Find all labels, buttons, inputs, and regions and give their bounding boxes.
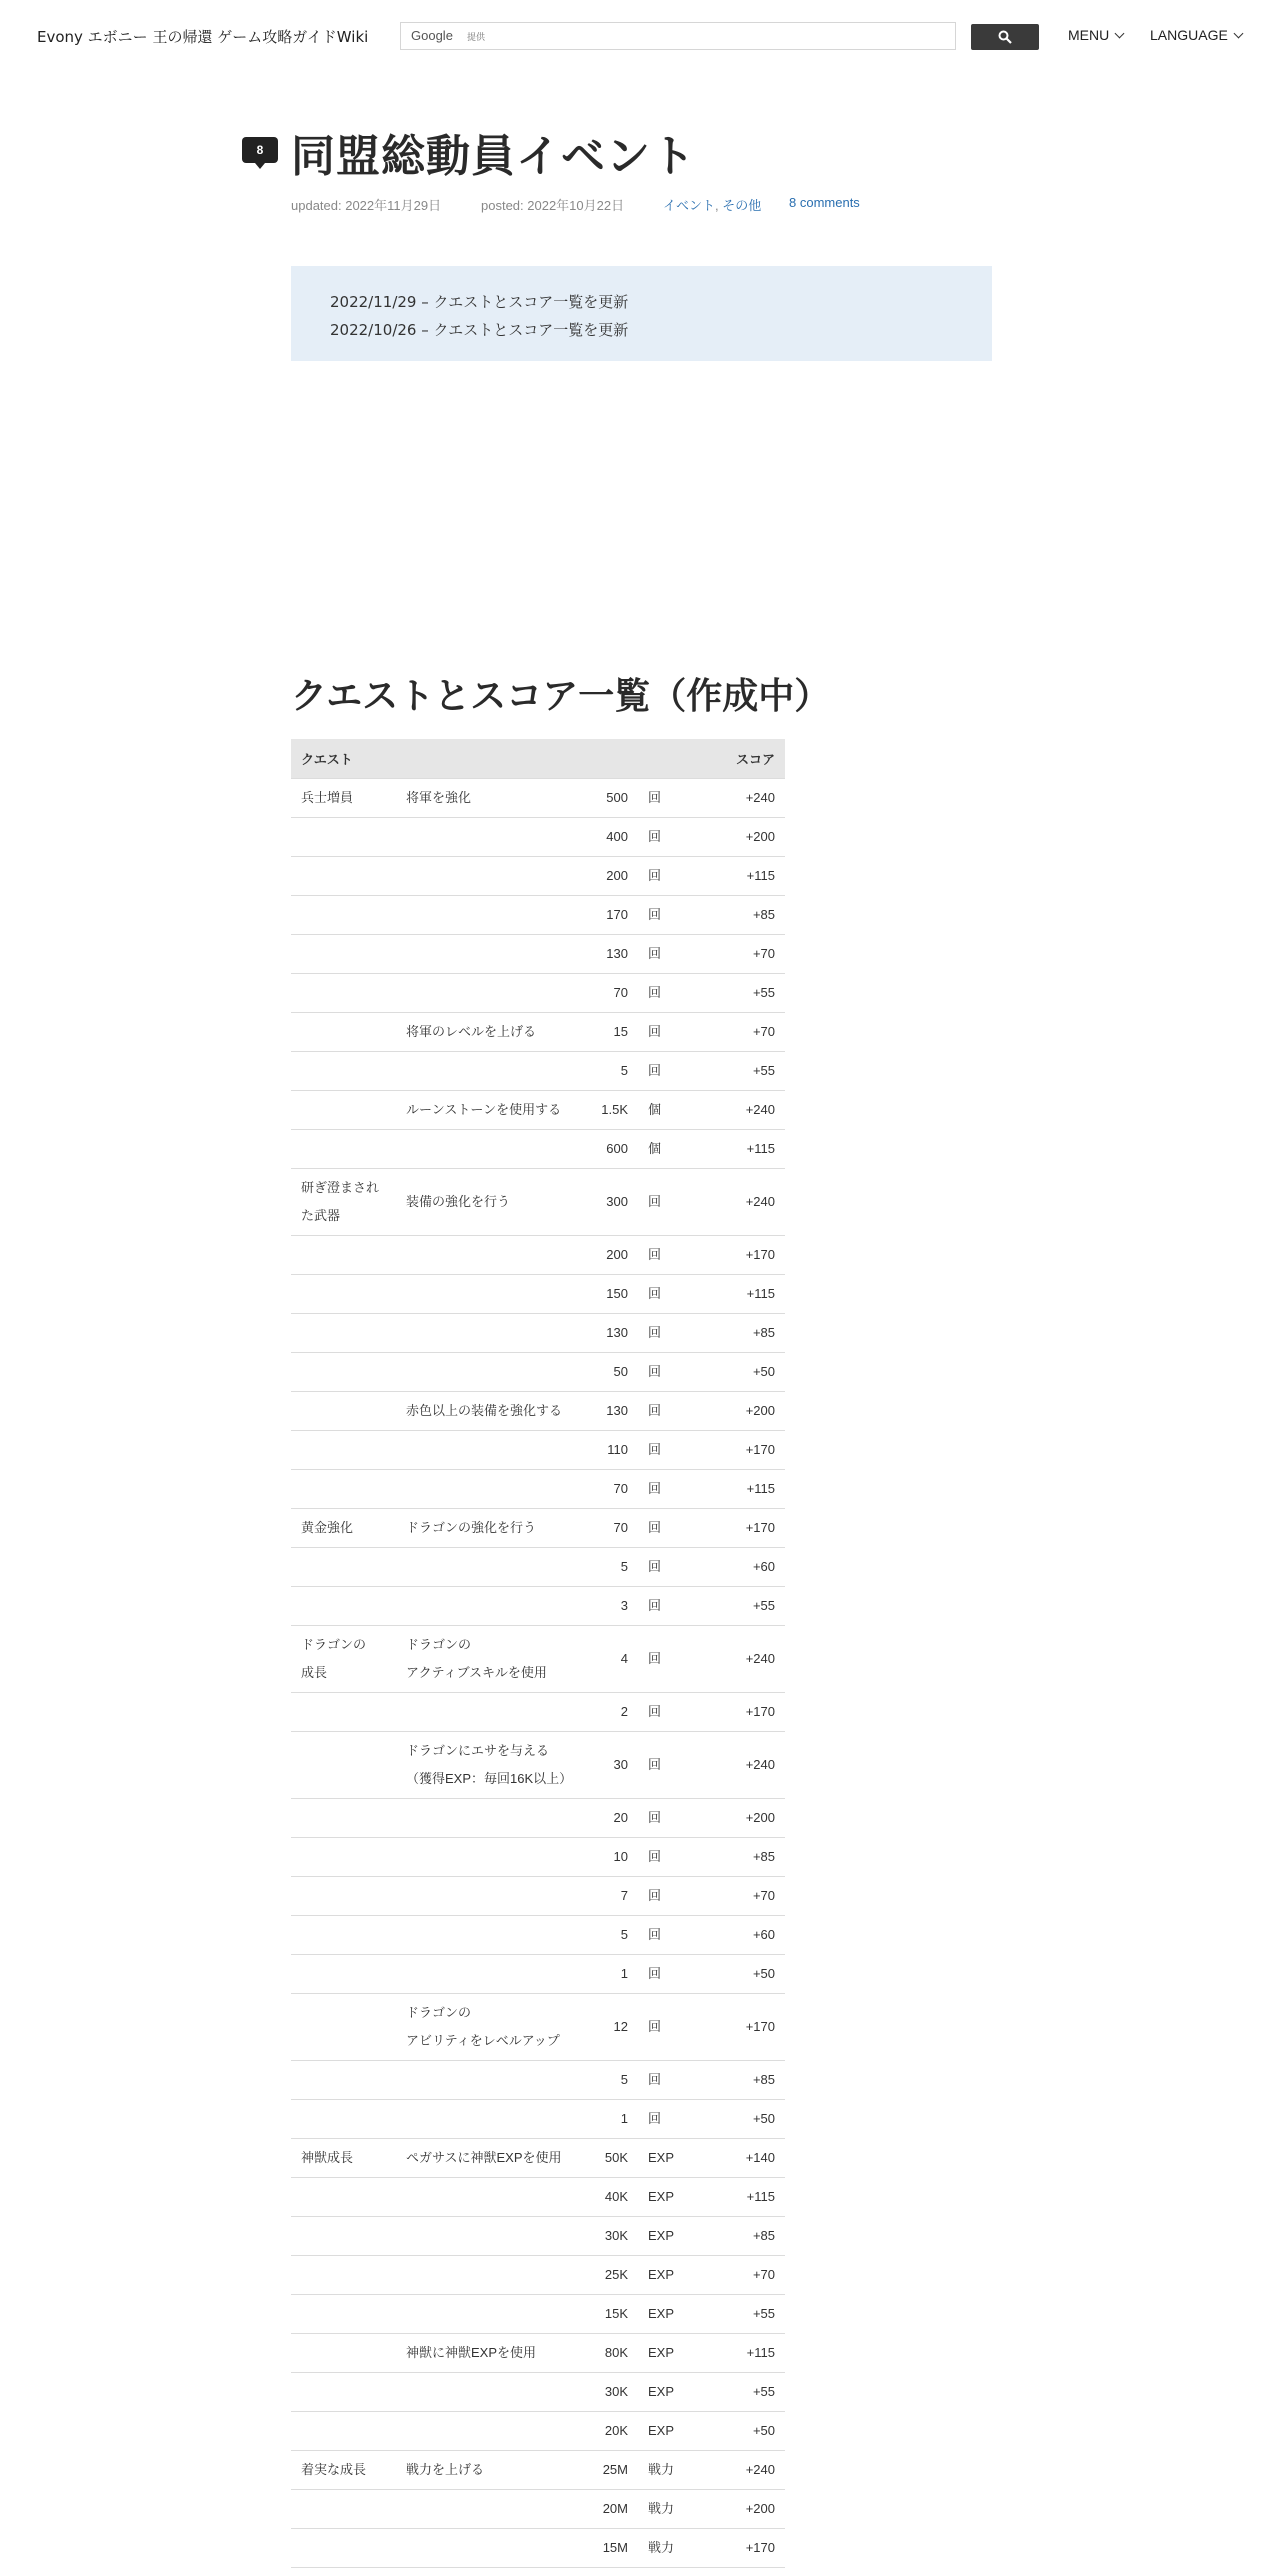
quest-category-cell <box>291 1548 396 1587</box>
quest-task-cell <box>396 2295 586 2334</box>
quest-category-cell <box>291 818 396 857</box>
quest-category-cell <box>291 1838 396 1877</box>
quest-unit-cell: 回 <box>636 1470 701 1509</box>
table-row <box>291 2529 785 2568</box>
table-row <box>291 2100 785 2139</box>
table-row <box>291 2178 785 2217</box>
chevron-down-icon <box>1233 29 1243 39</box>
quest-score-table <box>291 739 785 2568</box>
quest-task-cell <box>396 1693 586 1732</box>
table-row <box>291 1693 785 1732</box>
quest-category-cell: 研ぎ澄まされ た武器 <box>291 1169 396 1236</box>
quest-count-cell: 30 <box>586 1732 636 1799</box>
quest-category-cell <box>291 974 396 1013</box>
column-header-quest: クエスト <box>291 739 701 779</box>
quest-task-cell <box>396 818 586 857</box>
quest-task-cell <box>396 1275 586 1314</box>
quest-unit-cell: 回 <box>636 974 701 1013</box>
posted-date: posted: 2022年10月22日 <box>481 198 625 213</box>
quest-count-cell: 130 <box>586 1314 636 1353</box>
quest-category-cell <box>291 2100 396 2139</box>
quest-count-cell: 50 <box>586 1353 636 1392</box>
table-row <box>291 1877 785 1916</box>
quest-count-cell: 300 <box>586 1169 636 1236</box>
page-title: 同盟総動員イベント <box>291 131 696 182</box>
quest-category-cell: 神獣成長 <box>291 2139 396 2178</box>
quest-unit-cell: 戦力 <box>636 2529 701 2568</box>
quest-unit-cell: EXP <box>636 2178 701 2217</box>
quest-unit-cell: 回 <box>636 1838 701 1877</box>
quest-unit-cell: 回 <box>636 818 701 857</box>
quest-count-cell: 1 <box>586 1955 636 1994</box>
table-row <box>291 1275 785 1314</box>
notice-line: 2022/10/26 – クエストとスコア一覧を更新 <box>330 321 629 339</box>
quest-score-cell: +115 <box>701 1130 785 1169</box>
quest-count-cell: 40K <box>586 2178 636 2217</box>
quest-category-cell: ドラゴンの 成長 <box>291 1626 396 1693</box>
menu-button[interactable] <box>1068 27 1123 43</box>
table-row <box>291 2217 785 2256</box>
quest-unit-cell: EXP <box>636 2334 701 2373</box>
quest-category-cell <box>291 2217 396 2256</box>
table-header-row <box>291 739 785 779</box>
quest-category-cell <box>291 935 396 974</box>
table-row <box>291 1470 785 1509</box>
quest-task-cell <box>396 2256 586 2295</box>
quest-score-cell: +240 <box>701 2451 785 2490</box>
quest-category-cell <box>291 2490 396 2529</box>
table-row <box>291 2295 785 2334</box>
quest-task-cell <box>396 974 586 1013</box>
quest-count-cell: 70 <box>586 1509 636 1548</box>
quest-category-cell <box>291 1091 396 1130</box>
table-row <box>291 1955 785 1994</box>
quest-score-cell: +70 <box>701 1013 785 1052</box>
quest-task-cell <box>396 1314 586 1353</box>
quest-category-cell <box>291 1955 396 1994</box>
quest-unit-cell: EXP <box>636 2217 701 2256</box>
quest-unit-cell: EXP <box>636 2139 701 2178</box>
quest-category-cell <box>291 896 396 935</box>
quest-task-cell <box>396 1838 586 1877</box>
quest-count-cell: 70 <box>586 1470 636 1509</box>
quest-score-cell: +60 <box>701 1548 785 1587</box>
quest-score-cell: +85 <box>701 1314 785 1353</box>
quest-score-cell: +240 <box>701 1626 785 1693</box>
quest-category-cell <box>291 2256 396 2295</box>
table-row <box>291 857 785 896</box>
quest-category-cell <box>291 1916 396 1955</box>
quest-score-cell: +200 <box>701 2490 785 2529</box>
quest-unit-cell: 回 <box>636 1353 701 1392</box>
quest-task-cell <box>396 1431 586 1470</box>
quest-score-cell: +115 <box>701 2178 785 2217</box>
quest-task-cell: ドラゴンの強化を行う <box>396 1509 586 1548</box>
quest-category-cell <box>291 1314 396 1353</box>
quest-count-cell: 10 <box>586 1838 636 1877</box>
category-separator: , <box>715 198 719 213</box>
quest-category-cell <box>291 2373 396 2412</box>
quest-score-cell: +170 <box>701 1236 785 1275</box>
quest-unit-cell: 回 <box>636 1799 701 1838</box>
quest-task-cell <box>396 1877 586 1916</box>
quest-unit-cell: 回 <box>636 1509 701 1548</box>
quest-task-cell <box>396 1916 586 1955</box>
quest-count-cell: 200 <box>586 857 636 896</box>
table-row <box>291 2061 785 2100</box>
quest-unit-cell: 個 <box>636 1091 701 1130</box>
table-row <box>291 1626 785 1693</box>
table-row <box>291 1548 785 1587</box>
quest-count-cell: 5 <box>586 2061 636 2100</box>
quest-count-cell: 30K <box>586 2373 636 2412</box>
updated-date: updated: 2022年11月29日 <box>291 198 442 213</box>
column-header-score: スコア <box>701 739 785 779</box>
quest-count-cell: 7 <box>586 1877 636 1916</box>
google-logo: Google <box>411 28 453 43</box>
section-title: クエストとスコア一覧（作成中） <box>291 676 831 717</box>
quest-task-cell <box>396 2178 586 2217</box>
quest-task-cell <box>396 2412 586 2451</box>
quest-score-cell: +55 <box>701 974 785 1013</box>
quest-count-cell: 3 <box>586 1587 636 1626</box>
quest-unit-cell: 回 <box>636 1693 701 1732</box>
quest-category-cell <box>291 1013 396 1052</box>
quest-unit-cell: 回 <box>636 1392 701 1431</box>
quest-count-cell: 15K <box>586 2295 636 2334</box>
quest-unit-cell: 回 <box>636 935 701 974</box>
language-label: LANGUAGE <box>1150 27 1228 43</box>
quest-unit-cell: 回 <box>636 779 701 818</box>
comments-link[interactable]: 8 comments <box>789 195 860 210</box>
quest-count-cell: 15M <box>586 2529 636 2568</box>
quest-count-cell: 70 <box>586 974 636 1013</box>
quest-task-cell: ドラゴンにエサを与える （獲得EXP：毎回16K以上） <box>396 1732 586 1799</box>
quest-count-cell: 1.5K <box>586 1091 636 1130</box>
quest-task-cell <box>396 2217 586 2256</box>
quest-unit-cell: 回 <box>636 1431 701 1470</box>
quest-category-cell <box>291 2295 396 2334</box>
quest-task-cell <box>396 2490 586 2529</box>
menu-label: MENU <box>1068 27 1110 43</box>
language-button[interactable] <box>1150 27 1242 43</box>
search-placeholder: 提供 <box>467 33 486 43</box>
quest-unit-cell: EXP <box>636 2412 701 2451</box>
table-row <box>291 1236 785 1275</box>
quest-category-cell <box>291 1431 396 1470</box>
quest-score-cell: +240 <box>701 1091 785 1130</box>
quest-count-cell: 20K <box>586 2412 636 2451</box>
table-row <box>291 1091 785 1130</box>
site-header <box>0 0 1284 72</box>
quest-task-cell: 神獣に神獣EXPを使用 <box>396 2334 586 2373</box>
quest-score-cell: +170 <box>701 1994 785 2061</box>
table-row <box>291 2490 785 2529</box>
table-row <box>291 896 785 935</box>
quest-task-cell <box>396 1130 586 1169</box>
table-row <box>291 974 785 1013</box>
quest-score-cell: +200 <box>701 1799 785 1838</box>
quest-category-cell <box>291 857 396 896</box>
quest-count-cell: 15 <box>586 1013 636 1052</box>
quest-task-cell <box>396 1353 586 1392</box>
table-row <box>291 1431 785 1470</box>
update-notice <box>291 266 992 361</box>
quest-unit-cell: 回 <box>636 857 701 896</box>
quest-task-cell <box>396 1470 586 1509</box>
search-icon <box>998 30 1012 44</box>
quest-category-cell <box>291 1052 396 1091</box>
quest-score-cell: +55 <box>701 1052 785 1091</box>
quest-score-cell: +240 <box>701 1169 785 1236</box>
quest-score-cell: +70 <box>701 1877 785 1916</box>
table-row <box>291 1732 785 1799</box>
quest-category-cell <box>291 1392 396 1431</box>
table-row <box>291 1838 785 1877</box>
quest-task-cell: ドラゴンの アビリティをレベルアップ <box>396 1994 586 2061</box>
quest-task-cell <box>396 935 586 974</box>
quest-task-cell: ルーンストーンを使用する <box>396 1091 586 1130</box>
table-row <box>291 1013 785 1052</box>
quest-category-cell <box>291 1236 396 1275</box>
table-row <box>291 2451 785 2490</box>
category-link-event[interactable]: イベント <box>663 198 716 213</box>
quest-count-cell: 500 <box>586 779 636 818</box>
quest-count-cell: 20 <box>586 1799 636 1838</box>
quest-unit-cell: 回 <box>636 2100 701 2139</box>
quest-task-cell: 将軍のレベルを上げる <box>396 1013 586 1052</box>
table-row <box>291 1052 785 1091</box>
quest-score-cell: +70 <box>701 935 785 974</box>
quest-unit-cell: EXP <box>636 2256 701 2295</box>
quest-score-cell: +170 <box>701 1693 785 1732</box>
quest-count-cell: 30K <box>586 2217 636 2256</box>
quest-score-cell: +200 <box>701 818 785 857</box>
quest-category-cell <box>291 1587 396 1626</box>
quest-category-cell <box>291 2334 396 2373</box>
quest-count-cell: 110 <box>586 1431 636 1470</box>
quest-category-cell <box>291 1353 396 1392</box>
quest-category-cell <box>291 2178 396 2217</box>
table-row <box>291 1314 785 1353</box>
quest-category-cell <box>291 1799 396 1838</box>
quest-unit-cell: 回 <box>636 1314 701 1353</box>
quest-score-cell: +70 <box>701 2256 785 2295</box>
quest-task-cell <box>396 1799 586 1838</box>
search-input[interactable] <box>400 22 956 50</box>
quest-score-cell: +50 <box>701 2100 785 2139</box>
quest-task-cell: 装備の強化を行う <box>396 1169 586 1236</box>
table-row <box>291 779 785 818</box>
quest-category-cell <box>291 2061 396 2100</box>
quest-task-cell: 赤色以上の装備を強化する <box>396 1392 586 1431</box>
notice-line: 2022/11/29 – クエストとスコア一覧を更新 <box>330 293 629 311</box>
quest-count-cell: 25M <box>586 2451 636 2490</box>
quest-count-cell: 600 <box>586 1130 636 1169</box>
quest-task-cell <box>396 2529 586 2568</box>
quest-category-cell <box>291 1732 396 1799</box>
quest-score-cell: +50 <box>701 1955 785 1994</box>
quest-count-cell: 5 <box>586 1052 636 1091</box>
quest-category-cell <box>291 1130 396 1169</box>
quest-unit-cell: 回 <box>636 1236 701 1275</box>
table-row <box>291 1799 785 1838</box>
quest-count-cell: 5 <box>586 1548 636 1587</box>
quest-count-cell: 5 <box>586 1916 636 1955</box>
quest-count-cell: 1 <box>586 2100 636 2139</box>
quest-category-cell <box>291 1275 396 1314</box>
quest-count-cell: 20M <box>586 2490 636 2529</box>
quest-count-cell: 4 <box>586 1626 636 1693</box>
quest-unit-cell: 回 <box>636 1275 701 1314</box>
table-row <box>291 1130 785 1169</box>
quest-unit-cell: 戦力 <box>636 2490 701 2529</box>
quest-score-cell: +50 <box>701 1353 785 1392</box>
quest-unit-cell: 回 <box>636 1877 701 1916</box>
quest-score-cell: +85 <box>701 2061 785 2100</box>
quest-count-cell: 130 <box>586 935 636 974</box>
quest-task-cell <box>396 2373 586 2412</box>
comment-count-badge[interactable]: 8 <box>242 137 278 163</box>
quest-unit-cell: 回 <box>636 2061 701 2100</box>
quest-count-cell: 50K <box>586 2139 636 2178</box>
quest-unit-cell: 回 <box>636 896 701 935</box>
quest-category-cell <box>291 1470 396 1509</box>
category-link-other[interactable]: その他 <box>722 198 762 213</box>
quest-score-cell: +55 <box>701 1587 785 1626</box>
quest-score-cell: +170 <box>701 1431 785 1470</box>
quest-task-cell: 戦力を上げる <box>396 2451 586 2490</box>
quest-score-cell: +240 <box>701 1732 785 1799</box>
quest-task-cell <box>396 1052 586 1091</box>
table-row <box>291 818 785 857</box>
quest-unit-cell: 回 <box>636 1013 701 1052</box>
quest-score-cell: +85 <box>701 2217 785 2256</box>
table-row <box>291 1509 785 1548</box>
quest-count-cell: 12 <box>586 1994 636 2061</box>
table-row <box>291 2373 785 2412</box>
quest-score-cell: +85 <box>701 1838 785 1877</box>
quest-score-cell: +140 <box>701 2139 785 2178</box>
quest-task-cell: ペガサスに神獣EXPを使用 <box>396 2139 586 2178</box>
quest-count-cell: 25K <box>586 2256 636 2295</box>
quest-count-cell: 170 <box>586 896 636 935</box>
quest-unit-cell: 個 <box>636 1130 701 1169</box>
quest-category-cell: 着実な成長 <box>291 2451 396 2490</box>
quest-score-cell: +55 <box>701 2373 785 2412</box>
table-row <box>291 2139 785 2178</box>
table-body <box>291 779 785 2568</box>
chevron-down-icon <box>1115 29 1125 39</box>
quest-score-cell: +60 <box>701 1916 785 1955</box>
table-row <box>291 1353 785 1392</box>
quest-count-cell: 2 <box>586 1693 636 1732</box>
quest-count-cell: 400 <box>586 818 636 857</box>
quest-category-cell: 黄金強化 <box>291 1509 396 1548</box>
quest-unit-cell: 回 <box>636 1994 701 2061</box>
quest-score-cell: +50 <box>701 2412 785 2451</box>
quest-score-cell: +55 <box>701 2295 785 2334</box>
quest-unit-cell: 回 <box>636 1052 701 1091</box>
table-row <box>291 1392 785 1431</box>
quest-score-cell: +170 <box>701 1509 785 1548</box>
quest-count-cell: 200 <box>586 1236 636 1275</box>
quest-unit-cell: 回 <box>636 1732 701 1799</box>
quest-category-cell <box>291 2529 396 2568</box>
quest-category-cell <box>291 1693 396 1732</box>
table-row <box>291 2334 785 2373</box>
table-row <box>291 2412 785 2451</box>
quest-task-cell <box>396 2061 586 2100</box>
quest-category-cell <box>291 1877 396 1916</box>
quest-unit-cell: 回 <box>636 1626 701 1693</box>
quest-score-cell: +200 <box>701 1392 785 1431</box>
quest-count-cell: 150 <box>586 1275 636 1314</box>
quest-category-cell: 兵士増員 <box>291 779 396 818</box>
quest-unit-cell: EXP <box>636 2373 701 2412</box>
quest-score-cell: +115 <box>701 2334 785 2373</box>
quest-unit-cell: EXP <box>636 2295 701 2334</box>
table-row <box>291 1994 785 2061</box>
quest-task-cell <box>396 1955 586 1994</box>
category-links <box>663 195 761 214</box>
quest-task-cell <box>396 896 586 935</box>
table-row <box>291 1169 785 1236</box>
quest-task-cell <box>396 1587 586 1626</box>
quest-score-cell: +85 <box>701 896 785 935</box>
quest-score-cell: +240 <box>701 779 785 818</box>
quest-task-cell <box>396 1236 586 1275</box>
quest-count-cell: 80K <box>586 2334 636 2373</box>
table-row <box>291 935 785 974</box>
quest-task-cell: 将軍を強化 <box>396 779 586 818</box>
quest-unit-cell: 回 <box>636 1587 701 1626</box>
quest-task-cell <box>396 857 586 896</box>
quest-unit-cell: 回 <box>636 1955 701 1994</box>
table-row <box>291 1916 785 1955</box>
site-title[interactable]: Evony エボニー 王の帰還 ゲーム攻略ガイドWiki <box>37 28 369 46</box>
quest-count-cell: 130 <box>586 1392 636 1431</box>
quest-score-cell: +115 <box>701 1470 785 1509</box>
search-button[interactable] <box>971 24 1039 50</box>
quest-unit-cell: 回 <box>636 1169 701 1236</box>
quest-task-cell <box>396 1548 586 1587</box>
quest-unit-cell: 戦力 <box>636 2451 701 2490</box>
quest-score-cell: +115 <box>701 1275 785 1314</box>
quest-unit-cell: 回 <box>636 1548 701 1587</box>
comments-meta <box>789 195 860 210</box>
table-row <box>291 2256 785 2295</box>
quest-score-cell: +115 <box>701 857 785 896</box>
quest-category-cell <box>291 1994 396 2061</box>
quest-task-cell: ドラゴンの アクティブスキルを使用 <box>396 1626 586 1693</box>
quest-category-cell <box>291 2412 396 2451</box>
quest-score-cell: +170 <box>701 2529 785 2568</box>
table-row <box>291 1587 785 1626</box>
quest-task-cell <box>396 2100 586 2139</box>
quest-unit-cell: 回 <box>636 1916 701 1955</box>
